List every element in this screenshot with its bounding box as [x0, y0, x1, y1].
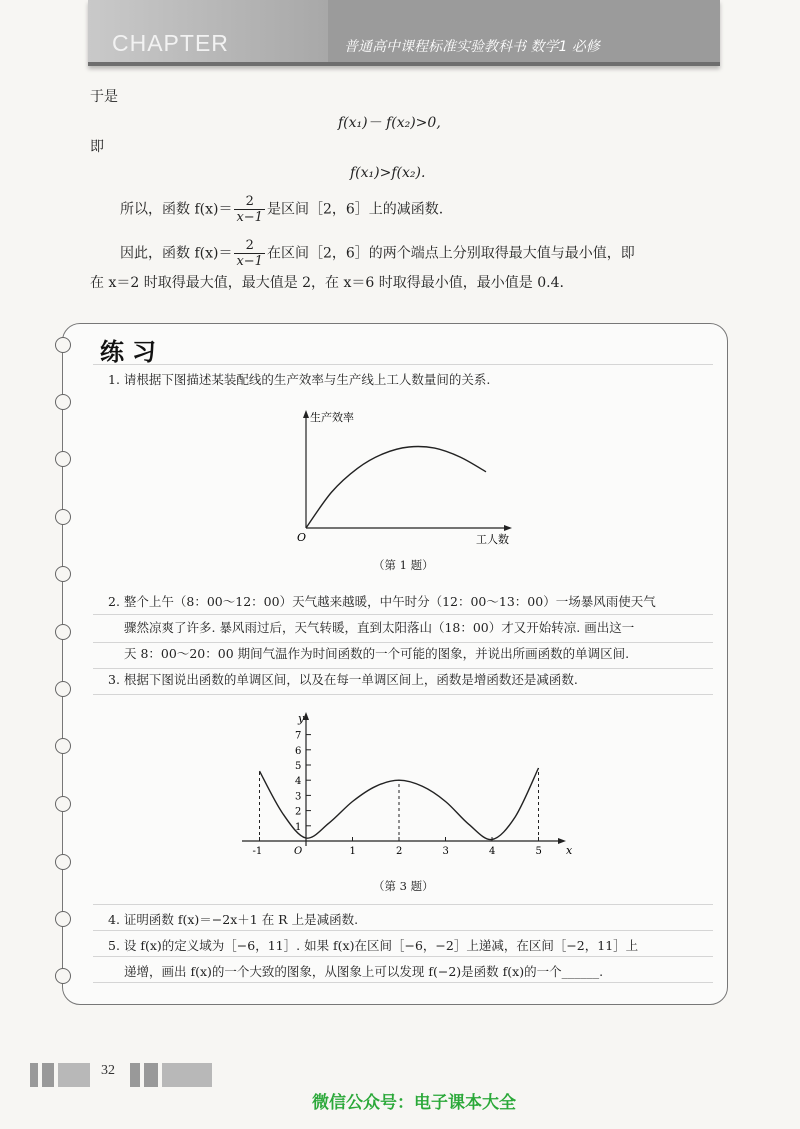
binder-ring	[55, 738, 71, 754]
question-2-line-2: 骤然凉爽了许多. 暴风雨过后，天气转暖，直到太阳落山（18：00）才又开始转凉. 画出这一	[124, 620, 635, 635]
conclusion-prefix: 所以，函数 f(x)＝	[120, 201, 233, 218]
fig3-x-arrow	[558, 838, 566, 844]
binder-ring	[55, 854, 71, 870]
fig1-curve	[306, 447, 486, 528]
ruled-line	[93, 694, 713, 695]
figure-3-caption: （第 3 题）	[373, 879, 434, 893]
result-line: 在 x＝2 时取得最大值，最大值是 2，在 x＝6 时取得最小值，最小值是 0.4.	[90, 275, 564, 291]
text-ji: 即	[90, 139, 104, 155]
fig1-origin: O	[297, 531, 307, 544]
fraction-2	[234, 238, 265, 269]
ruled-line	[93, 982, 713, 983]
ruled-line	[93, 642, 713, 643]
question-5-line-1: 5. 设 f(x)的定义域为［−6，11］. 如果 f(x)在区间［−6，−2］上递减，在区间［−2，11］上	[108, 938, 639, 953]
footer-block	[58, 1063, 90, 1087]
ruled-line	[93, 614, 713, 615]
question-2-line-1: 2. 整个上午（8：00～12：00）天气越来越暖，中午时分（12：00～13：00）一场暴风雨使天气	[108, 594, 656, 609]
footer-watermark: 微信公众号：电子课本大全	[312, 1093, 516, 1113]
binder-ring	[55, 624, 71, 640]
question-2-line-3: 天 8：00～20：00 期间气温作为时间函数的一个可能的图象，并说出所画函数的单调区间.	[124, 646, 630, 661]
fraction-2-denominator: x−1	[236, 254, 263, 269]
figure-1-caption: （第 1 题）	[373, 558, 434, 572]
therefore-line	[120, 238, 635, 269]
footer-bar	[0, 1057, 800, 1087]
exercise-title: 练习	[100, 338, 164, 366]
fraction-denominator: x−1	[236, 210, 263, 225]
fig3-x-tick-label: 5	[535, 846, 542, 857]
page-number: 32	[101, 1063, 115, 1078]
figure-1-chart	[280, 404, 530, 554]
question-1: 1. 请根据下图描述某装配线的生产效率与生产线上工人数量间的关系.	[108, 372, 491, 387]
binder-ring	[55, 451, 71, 467]
ruled-line	[93, 668, 713, 669]
text-yushi: 于是	[90, 89, 118, 105]
fig1-xlabel: 工人数	[476, 533, 509, 546]
fig3-x-tick-label: -1	[252, 846, 263, 857]
binder-ring	[55, 968, 71, 984]
fig1-x-arrow	[504, 525, 512, 531]
binder-ring	[55, 911, 71, 927]
footer-block	[144, 1063, 158, 1087]
question-3: 3. 根据下图说出函数的单调区间，以及在每一单调区间上，函数是增函数还是减函数.	[108, 672, 578, 687]
footer-block	[30, 1063, 38, 1087]
fig3-y-tick-label: 7	[295, 730, 302, 742]
fig3-x-tick-label: 4	[489, 846, 496, 857]
ruled-line	[93, 930, 713, 931]
fig3-ylabel: y	[298, 712, 305, 725]
fig1-ylabel: 生产效率	[310, 411, 354, 424]
figure-3-chart	[232, 704, 582, 864]
fig3-y-tick-label: 5	[295, 761, 302, 772]
fig3-y-ticks	[295, 731, 311, 833]
conclusion-suffix: 是区间［2，6］上的减函数.	[266, 201, 444, 218]
fraction-numerator: 2	[234, 194, 265, 210]
fig3-y-tick-label: 3	[295, 791, 302, 803]
binder-ring	[55, 566, 71, 582]
fig3-x-tick-label: O	[294, 846, 303, 857]
binder-ring	[55, 681, 71, 697]
fig3-y-tick-label: 2	[295, 806, 302, 818]
binder-ring	[55, 509, 71, 525]
fig3-y-tick-label: 4	[295, 776, 302, 788]
conclusion-line	[120, 194, 443, 225]
ruled-line	[93, 904, 713, 905]
fig3-y-tick-label: 6	[295, 745, 302, 757]
question-5-line-2: 递增，画出 f(x)的一个大致的图象，从图象上可以发现 f(−2)是函数 f(x)的一个______.	[124, 964, 604, 979]
inequality-1: f(x₁)－ f(x₂)>0,	[338, 115, 441, 131]
fraction-2-numerator: 2	[234, 238, 265, 254]
fig3-x-tick-label: 2	[396, 846, 403, 857]
fig3-x-tick-label: 1	[349, 846, 356, 857]
fig3-xlabel: x	[566, 844, 573, 857]
fig3-x-tick-label: 3	[442, 846, 449, 857]
footer-block	[42, 1063, 54, 1087]
binder-ring	[55, 337, 71, 353]
fig1-y-arrow	[303, 410, 309, 418]
footer-block	[130, 1063, 140, 1087]
fraction	[234, 194, 265, 225]
chapter-label: CHAPTER	[112, 30, 229, 56]
inequality-2: f(x₁)>f(x₂).	[350, 165, 426, 181]
footer-block	[162, 1063, 212, 1087]
ruled-line	[93, 364, 713, 365]
binder-ring	[55, 394, 71, 410]
book-title: 普通高中课程标准实验教科书 数学1 必修	[344, 39, 600, 55]
fig3-x-ticks	[253, 837, 542, 857]
therefore-prefix: 因此，函数 f(x)＝	[120, 245, 233, 262]
therefore-suffix: 在区间［2，6］的两个端点上分别取得最大值与最小值，即	[266, 245, 635, 262]
ruled-line	[93, 956, 713, 957]
fig3-y-tick-label: 1	[295, 821, 302, 833]
question-4: 4. 证明函数 f(x)＝−2x＋1 在 R 上是减函数.	[108, 912, 359, 927]
binder-ring	[55, 796, 71, 812]
